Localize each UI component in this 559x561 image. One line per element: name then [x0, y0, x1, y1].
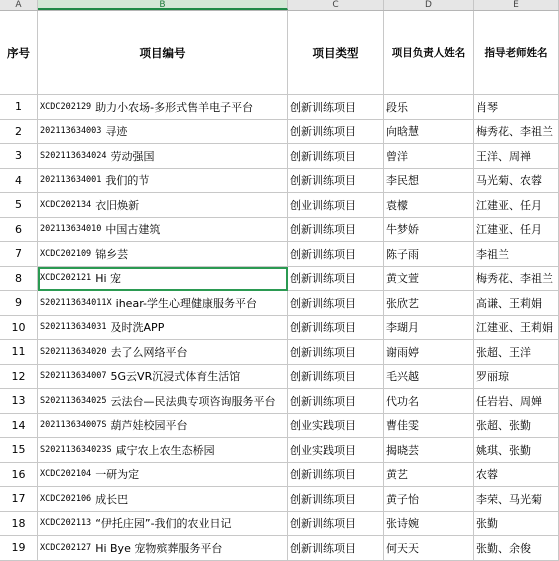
- cell-advisor[interactable]: [474, 95, 559, 120]
- project-name: 去了么网络平台: [110, 345, 188, 359]
- cell-seq-text: 15: [11, 443, 26, 457]
- cell-code[interactable]: [38, 414, 288, 439]
- cell-type[interactable]: [288, 389, 384, 414]
- cell-code[interactable]: [38, 536, 288, 561]
- cell-code[interactable]: [38, 267, 288, 292]
- cell-seq[interactable]: [0, 536, 38, 561]
- project-name: 劳动强国: [110, 149, 155, 163]
- header-type[interactable]: 项目类型: [288, 11, 384, 95]
- cell-advisor[interactable]: [474, 291, 559, 316]
- cell-type[interactable]: [288, 340, 384, 365]
- cell-seq[interactable]: [0, 414, 38, 439]
- cell-lead-text: 黄子怡: [386, 492, 419, 506]
- column-header-b[interactable]: B: [38, 0, 288, 10]
- header-code[interactable]: 项目编号: [38, 11, 288, 95]
- cell-type-text: 创新训练项目: [290, 296, 356, 310]
- cell-lead[interactable]: [384, 389, 474, 414]
- cell-type[interactable]: [288, 536, 384, 561]
- project-name: 咸宁农上农生态桥园: [115, 443, 215, 457]
- table-row: [0, 340, 559, 365]
- cell-seq-text: 6: [15, 222, 22, 236]
- cell-type-text: 创新训练项目: [290, 468, 356, 482]
- cell-advisor[interactable]: [474, 242, 559, 267]
- cell-advisor[interactable]: [474, 340, 559, 365]
- project-name: 锦乡芸: [95, 247, 129, 261]
- cell-lead-text: 黄艺: [386, 468, 408, 482]
- cell-type[interactable]: [288, 291, 384, 316]
- cell-seq-text: 9: [15, 296, 22, 310]
- cell-advisor-text: 江建亚、任月: [476, 198, 542, 212]
- cell-code[interactable]: [38, 316, 288, 341]
- table-row: [0, 414, 559, 439]
- cell-seq[interactable]: [0, 316, 38, 341]
- project-name: 葫芦娃校园平台: [110, 419, 188, 433]
- cell-type[interactable]: [288, 144, 384, 169]
- cell-type-text: 创新训练项目: [290, 517, 356, 531]
- cell-advisor-text: 任岩岩、周婵: [476, 394, 542, 408]
- cell-seq-text: 5: [15, 198, 22, 212]
- cell-code[interactable]: [38, 169, 288, 194]
- project-code: XCDC202113: [40, 518, 92, 529]
- cell-seq[interactable]: [0, 365, 38, 390]
- cell-code[interactable]: [38, 218, 288, 243]
- cell-advisor[interactable]: [474, 169, 559, 194]
- table-row: [0, 463, 559, 488]
- project-code: XCDC202121: [40, 273, 92, 284]
- project-code: 202113634010: [40, 224, 102, 235]
- cell-lead-text: 张欣艺: [386, 296, 419, 310]
- table-row: [0, 193, 559, 218]
- table-row: [0, 487, 559, 512]
- table-row: [0, 267, 559, 292]
- cell-seq-text: 14: [11, 418, 26, 432]
- cell-advisor-text: 罗丽琼: [476, 370, 509, 384]
- cell-advisor-text: 马光菊、农蓉: [476, 174, 542, 188]
- cell-seq[interactable]: [0, 193, 38, 218]
- project-name: 及时洗APP: [110, 321, 165, 335]
- cell-advisor[interactable]: [474, 193, 559, 218]
- cell-advisor[interactable]: [474, 487, 559, 512]
- cell-type-text: 创新训练项目: [290, 247, 356, 261]
- cell-lead-text: 代功名: [386, 394, 419, 408]
- project-code: S202113634020: [40, 346, 107, 357]
- cell-seq-text: 8: [15, 271, 22, 285]
- table-row: [0, 95, 559, 120]
- cell-type[interactable]: [288, 95, 384, 120]
- cell-lead[interactable]: [384, 291, 474, 316]
- cell-lead[interactable]: [384, 144, 474, 169]
- project-code: 202113634001: [40, 175, 102, 186]
- cell-seq-text: 3: [15, 149, 22, 163]
- cell-lead-text: 李民想: [386, 174, 419, 188]
- project-name: ihear-学生心理健康服务平台: [115, 296, 257, 310]
- cell-code[interactable]: [38, 487, 288, 512]
- cell-lead[interactable]: [384, 218, 474, 243]
- table-row: [0, 536, 559, 561]
- column-header-a[interactable]: A: [0, 0, 38, 10]
- cell-type[interactable]: [288, 512, 384, 537]
- cell-seq-text: 10: [11, 320, 26, 334]
- cell-lead[interactable]: [384, 512, 474, 537]
- cell-lead[interactable]: [384, 193, 474, 218]
- cell-advisor[interactable]: [474, 267, 559, 292]
- cell-advisor[interactable]: [474, 365, 559, 390]
- cell-lead-text: 陈子雨: [386, 247, 419, 261]
- project-name: 一研为定: [95, 468, 140, 482]
- cell-lead[interactable]: [384, 169, 474, 194]
- project-code: S202113634031: [40, 322, 107, 333]
- cell-code[interactable]: [38, 512, 288, 537]
- cell-advisor-text: 张勤: [476, 517, 498, 531]
- cell-seq[interactable]: [0, 144, 38, 169]
- cell-type[interactable]: [288, 365, 384, 390]
- project-name: 中国古建筑: [105, 223, 161, 237]
- cell-type-text: 创新训练项目: [290, 321, 356, 335]
- cell-lead[interactable]: [384, 267, 474, 292]
- cell-code[interactable]: [38, 291, 288, 316]
- cell-type-text: 创新训练项目: [290, 174, 356, 188]
- cell-seq[interactable]: [0, 487, 38, 512]
- cell-lead-text: 向晗慧: [386, 125, 419, 139]
- cell-code[interactable]: [38, 95, 288, 120]
- cell-seq-text: 7: [15, 247, 22, 261]
- project-name: 衣旧焕新: [95, 198, 140, 212]
- cell-seq[interactable]: [0, 291, 38, 316]
- table-row: [0, 144, 559, 169]
- column-header-e[interactable]: E: [474, 0, 559, 10]
- cell-type-text: 创业实践项目: [290, 443, 356, 457]
- cell-type[interactable]: [288, 463, 384, 488]
- column-header-c[interactable]: C: [288, 0, 384, 10]
- project-name: “伊托庄园”-我们的农业日记: [95, 517, 232, 531]
- project-code: S202113634024: [40, 150, 107, 161]
- cell-type-text: 创新训练项目: [290, 272, 356, 286]
- project-code: XCDC202129: [40, 101, 92, 112]
- cell-lead[interactable]: [384, 365, 474, 390]
- cell-type-text: 创新训练项目: [290, 100, 356, 114]
- cell-advisor[interactable]: [474, 389, 559, 414]
- cell-type[interactable]: [288, 487, 384, 512]
- cell-lead[interactable]: [384, 95, 474, 120]
- cell-lead[interactable]: [384, 438, 474, 463]
- project-name: 我们的节: [105, 174, 150, 188]
- column-header-d[interactable]: D: [384, 0, 474, 10]
- cell-seq-text: 16: [11, 467, 26, 481]
- project-code: S202113634007: [40, 371, 107, 382]
- cell-lead[interactable]: [384, 487, 474, 512]
- cell-advisor-text: 江建亚、任月: [476, 223, 542, 237]
- cell-advisor-text: 高谦、王莉娟: [476, 296, 542, 310]
- project-name: Hi Bye 宠物殡葬服务平台: [95, 541, 223, 555]
- cell-advisor-text: 梅秀花、李祖兰: [476, 272, 553, 286]
- cell-advisor-text: 张超、王洋: [476, 345, 531, 359]
- cell-seq[interactable]: [0, 340, 38, 365]
- project-name: 助力小农场-多形式售羊电子平台: [95, 100, 254, 114]
- table-row: [0, 365, 559, 390]
- cell-type[interactable]: [288, 438, 384, 463]
- cell-type[interactable]: [288, 316, 384, 341]
- project-name: Hi 宠: [95, 272, 122, 286]
- header-advisor[interactable]: 指导老师姓名: [474, 11, 559, 95]
- cell-lead-text: 曹佳雯: [386, 419, 419, 433]
- cell-seq-text: 4: [15, 173, 22, 187]
- cell-seq-text: 1: [15, 100, 22, 114]
- project-code: 202113634003: [40, 126, 102, 137]
- table-row: [0, 389, 559, 414]
- project-code: XCDC202127: [40, 542, 92, 553]
- cell-code[interactable]: [38, 340, 288, 365]
- cell-advisor[interactable]: [474, 512, 559, 537]
- project-name: 成长巴: [95, 492, 129, 506]
- cell-lead-text: 张诗婉: [386, 517, 419, 531]
- cell-lead-text: 李瑚月: [386, 321, 419, 335]
- project-name: 云法台—民法典专项咨询服务平台: [110, 394, 276, 408]
- cell-advisor[interactable]: [474, 536, 559, 561]
- cell-lead-text: 段乐: [386, 100, 408, 114]
- cell-advisor[interactable]: [474, 218, 559, 243]
- cell-lead[interactable]: [384, 463, 474, 488]
- project-code: XCDC202106: [40, 493, 92, 504]
- cell-advisor-text: 王洋、周禅: [476, 149, 531, 163]
- cell-code[interactable]: [38, 242, 288, 267]
- cell-advisor[interactable]: [474, 144, 559, 169]
- cell-advisor-text: 肖琴: [476, 100, 498, 114]
- cell-seq[interactable]: [0, 169, 38, 194]
- table-row: [0, 512, 559, 537]
- cell-seq[interactable]: [0, 438, 38, 463]
- project-code: S202113634023S: [40, 444, 112, 455]
- cell-advisor[interactable]: [474, 120, 559, 145]
- cell-seq[interactable]: [0, 120, 38, 145]
- cell-seq[interactable]: [0, 267, 38, 292]
- table-row: [0, 120, 559, 145]
- cell-advisor[interactable]: [474, 414, 559, 439]
- cell-advisor-text: 李荣、马光菊: [476, 492, 542, 506]
- cell-type-text: 创新训练项目: [290, 541, 356, 555]
- cell-seq-text: 2: [15, 124, 22, 138]
- cell-lead[interactable]: [384, 242, 474, 267]
- cell-advisor-text: 张超、张勤: [476, 419, 531, 433]
- table-row: [0, 218, 559, 243]
- cell-seq[interactable]: [0, 512, 38, 537]
- cell-advisor[interactable]: [474, 316, 559, 341]
- cell-code[interactable]: [38, 463, 288, 488]
- cell-seq-text: 13: [11, 394, 26, 408]
- table-row: [0, 438, 559, 463]
- cell-type-text: 创新训练项目: [290, 149, 356, 163]
- cell-seq-text: 11: [11, 345, 26, 359]
- cell-type[interactable]: [288, 169, 384, 194]
- cell-type-text: 创新训练项目: [290, 492, 356, 506]
- cell-lead-text: 何天天: [386, 541, 419, 555]
- project-code: S202113634025: [40, 395, 107, 406]
- cell-type[interactable]: [288, 414, 384, 439]
- cell-code[interactable]: [38, 389, 288, 414]
- header-row: [0, 11, 559, 95]
- cell-lead[interactable]: [384, 536, 474, 561]
- cell-advisor-text: 李祖兰: [476, 247, 509, 261]
- cell-type-text: 创新训练项目: [290, 370, 356, 384]
- cell-advisor[interactable]: [474, 438, 559, 463]
- cell-seq[interactable]: [0, 389, 38, 414]
- project-code: XCDC202104: [40, 469, 92, 480]
- cell-type-text: 创新训练项目: [290, 345, 356, 359]
- cell-seq-text: 17: [11, 492, 26, 506]
- table-row: [0, 169, 559, 194]
- cell-type-text: 创新训练项目: [290, 125, 356, 139]
- project-code: S202113634011X: [40, 297, 112, 308]
- cell-lead-text: 黄文萱: [386, 272, 419, 286]
- cell-code[interactable]: [38, 144, 288, 169]
- cell-lead-text: 揭晓芸: [386, 443, 419, 457]
- cell-type[interactable]: [288, 242, 384, 267]
- project-code: 202113634007S: [40, 420, 107, 431]
- cell-lead[interactable]: [384, 414, 474, 439]
- cell-advisor-text: 姚琪、张勤: [476, 443, 531, 457]
- cell-type[interactable]: [288, 120, 384, 145]
- cell-advisor-text: 张勤、余俊: [476, 541, 531, 555]
- header-seq[interactable]: 序号: [0, 11, 38, 95]
- cell-lead-text: 谢雨婷: [386, 345, 419, 359]
- project-code: XCDC202134: [40, 199, 92, 210]
- table-row: [0, 316, 559, 341]
- cell-type-text: 创新训练项目: [290, 223, 356, 237]
- table-row: [0, 242, 559, 267]
- cell-type-text: 创新训练项目: [290, 394, 356, 408]
- cell-code[interactable]: [38, 193, 288, 218]
- cell-advisor-text: 江建亚、王莉娟: [476, 321, 553, 335]
- project-code: XCDC202109: [40, 248, 92, 259]
- cell-lead-text: 毛兴越: [386, 370, 419, 384]
- cell-seq[interactable]: [0, 95, 38, 120]
- project-name: 5G云VR沉浸式体育生活馆: [110, 370, 241, 384]
- cell-type[interactable]: [288, 193, 384, 218]
- cell-advisor-text: 梅秀花、李祖兰: [476, 125, 553, 139]
- header-lead[interactable]: 项目负责人姓名: [384, 11, 474, 95]
- cell-seq-text: 19: [11, 541, 26, 555]
- cell-type[interactable]: [288, 267, 384, 292]
- cell-seq-text: 18: [11, 516, 26, 530]
- cell-seq[interactable]: [0, 463, 38, 488]
- table-row: [0, 291, 559, 316]
- cell-code[interactable]: [38, 438, 288, 463]
- cell-lead-text: 曾洋: [386, 149, 408, 163]
- column-header-bar: [0, 0, 559, 11]
- cell-lead-text: 袁檬: [386, 198, 408, 212]
- cell-lead[interactable]: [384, 316, 474, 341]
- cell-lead[interactable]: [384, 120, 474, 145]
- project-name: 寻迹: [105, 125, 128, 139]
- cell-lead[interactable]: [384, 340, 474, 365]
- cell-seq[interactable]: [0, 242, 38, 267]
- cell-type-text: 创业训练项目: [290, 198, 356, 212]
- cell-advisor[interactable]: [474, 463, 559, 488]
- cell-type-text: 创业实践项目: [290, 419, 356, 433]
- cell-code[interactable]: [38, 365, 288, 390]
- cell-type[interactable]: [288, 218, 384, 243]
- cell-advisor-text: 农蓉: [476, 468, 498, 482]
- cell-code[interactable]: [38, 120, 288, 145]
- cell-lead-text: 牛梦娇: [386, 223, 419, 237]
- cell-seq-text: 12: [11, 369, 26, 383]
- cell-seq[interactable]: [0, 218, 38, 243]
